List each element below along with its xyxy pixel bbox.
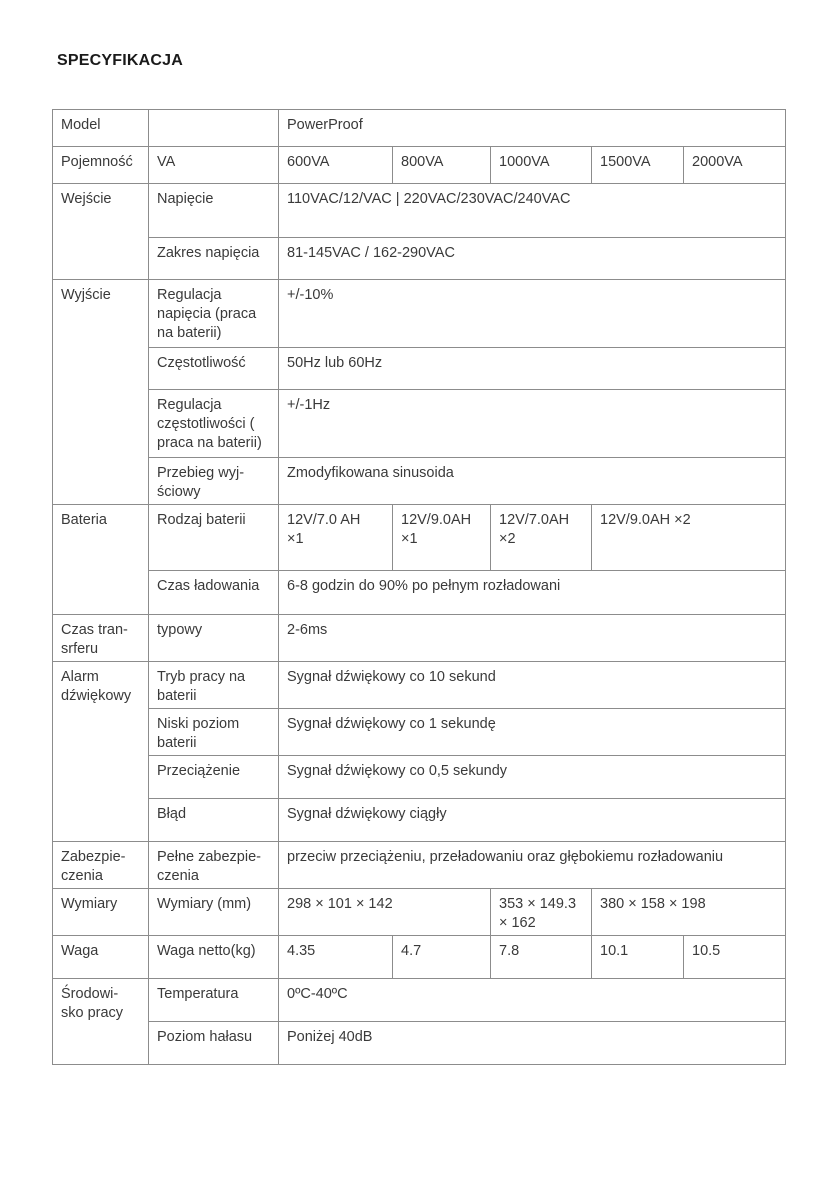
alarm-label: Alarm dźwiękowy [53, 662, 149, 842]
dimensions-label: Wymiary [53, 889, 149, 936]
row-environment-noise [53, 1022, 786, 1065]
capacity-unit: VA [149, 147, 279, 184]
input-voltage-value: 110VAC/12/VAC | 220VAC/230VAC/240VAC [279, 184, 786, 238]
protection-sub: Pełne zabezpie- czenia [149, 842, 279, 889]
alarm-fault-value: Sygnał dźwiękowy ciągły [279, 799, 786, 842]
input-voltage-label: Napięcie [149, 184, 279, 238]
battery-charge-value: 6-8 godzin do 90% po pełnym rozładowani [279, 571, 786, 615]
alarm-low-battery-value: Sygnał dźwiękowy co 1 sekundę [279, 709, 786, 756]
row-output-freq-regulation [53, 390, 786, 458]
row-alarm-battery-mode [53, 662, 786, 709]
environment-temperature-label: Temperatura [149, 979, 279, 1022]
output-waveform-label: Przebieg wyj- ściowy [149, 458, 279, 505]
dimensions-value: 380 × 158 × 198 [592, 889, 786, 936]
row-capacity [53, 147, 786, 184]
row-weight [53, 936, 786, 979]
environment-noise-value: Poniżej 40dB [279, 1022, 786, 1065]
row-alarm-overload [53, 756, 786, 799]
model-label: Model [53, 110, 149, 147]
battery-type-value: 12V/9.0AH ×1 [393, 505, 491, 571]
environment-temperature-value: 0ºC-40ºC [279, 979, 786, 1022]
model-sub-empty [149, 110, 279, 147]
output-waveform-value: Zmodyfikowana sinusoida [279, 458, 786, 505]
weight-value: 10.1 [592, 936, 684, 979]
protection-label: Zabezpie- czenia [53, 842, 149, 889]
row-alarm-low-battery [53, 709, 786, 756]
output-label: Wyjście [53, 280, 149, 505]
transfer-value: 2-6ms [279, 615, 786, 662]
row-output-frequency [53, 348, 786, 390]
row-output-waveform [53, 458, 786, 505]
capacity-value: 600VA [279, 147, 393, 184]
alarm-low-battery-label: Niski poziom baterii [149, 709, 279, 756]
input-range-value: 81-145VAC / 162-290VAC [279, 238, 786, 280]
output-frequency-label: Częstotliwość [149, 348, 279, 390]
alarm-battery-mode-value: Sygnał dźwiękowy co 10 sekund [279, 662, 786, 709]
battery-type-value: 12V/7.0 AH ×1 [279, 505, 393, 571]
row-input-range [53, 238, 786, 280]
alarm-fault-label: Błąd [149, 799, 279, 842]
weight-sub: Waga netto(kg) [149, 936, 279, 979]
row-protection [53, 842, 786, 889]
page-title: SPECYFIKACJA [57, 52, 183, 69]
output-regulation-label: Regulacja napięcia (praca na baterii) [149, 280, 279, 348]
dimensions-value: 298 × 101 × 142 [279, 889, 491, 936]
spec-table [52, 109, 786, 1065]
row-transfer [53, 615, 786, 662]
capacity-value: 1000VA [491, 147, 592, 184]
weight-value: 4.35 [279, 936, 393, 979]
protection-value: przeciw przeciążeniu, przeładowaniu oraz głębokiemu rozładowaniu [279, 842, 786, 889]
weight-value: 10.5 [684, 936, 786, 979]
row-battery-type [53, 505, 786, 571]
output-regulation-value: +/-10% [279, 280, 786, 348]
row-dimensions [53, 889, 786, 936]
capacity-label: Pojemność [53, 147, 149, 184]
battery-type-value: 12V/9.0AH ×2 [592, 505, 786, 571]
input-label: Wejście [53, 184, 149, 280]
alarm-overload-label: Przeciążenie [149, 756, 279, 799]
capacity-value: 800VA [393, 147, 491, 184]
battery-type-value: 12V/7.0AH ×2 [491, 505, 592, 571]
row-output-regulation [53, 280, 786, 348]
row-environment-temperature [53, 979, 786, 1022]
row-model [53, 110, 786, 147]
capacity-value: 2000VA [684, 147, 786, 184]
dimensions-value: 353 × 149.3 × 162 [491, 889, 592, 936]
output-frequency-value: 50Hz lub 60Hz [279, 348, 786, 390]
alarm-overload-value: Sygnał dźwiękowy co 0,5 sekundy [279, 756, 786, 799]
alarm-battery-mode-label: Tryb pracy na baterii [149, 662, 279, 709]
dimensions-sub: Wymiary (mm) [149, 889, 279, 936]
weight-label: Waga [53, 936, 149, 979]
input-range-label: Zakres napięcia [149, 238, 279, 280]
output-freq-regulation-value: +/-1Hz [279, 390, 786, 458]
row-input-voltage [53, 184, 786, 238]
row-alarm-fault [53, 799, 786, 842]
capacity-value: 1500VA [592, 147, 684, 184]
environment-label: Środowi- sko pracy [53, 979, 149, 1065]
output-freq-regulation-label: Regulacja częstotliwości ( praca na baterii) [149, 390, 279, 458]
row-battery-charge [53, 571, 786, 615]
transfer-label: Czas tran- srferu [53, 615, 149, 662]
battery-label: Bateria [53, 505, 149, 615]
battery-charge-label: Czas ładowania [149, 571, 279, 615]
model-value: PowerProof [279, 110, 786, 147]
weight-value: 7.8 [491, 936, 592, 979]
transfer-sub: typowy [149, 615, 279, 662]
weight-value: 4.7 [393, 936, 491, 979]
environment-noise-label: Poziom hałasu [149, 1022, 279, 1065]
battery-type-label: Rodzaj baterii [149, 505, 279, 571]
